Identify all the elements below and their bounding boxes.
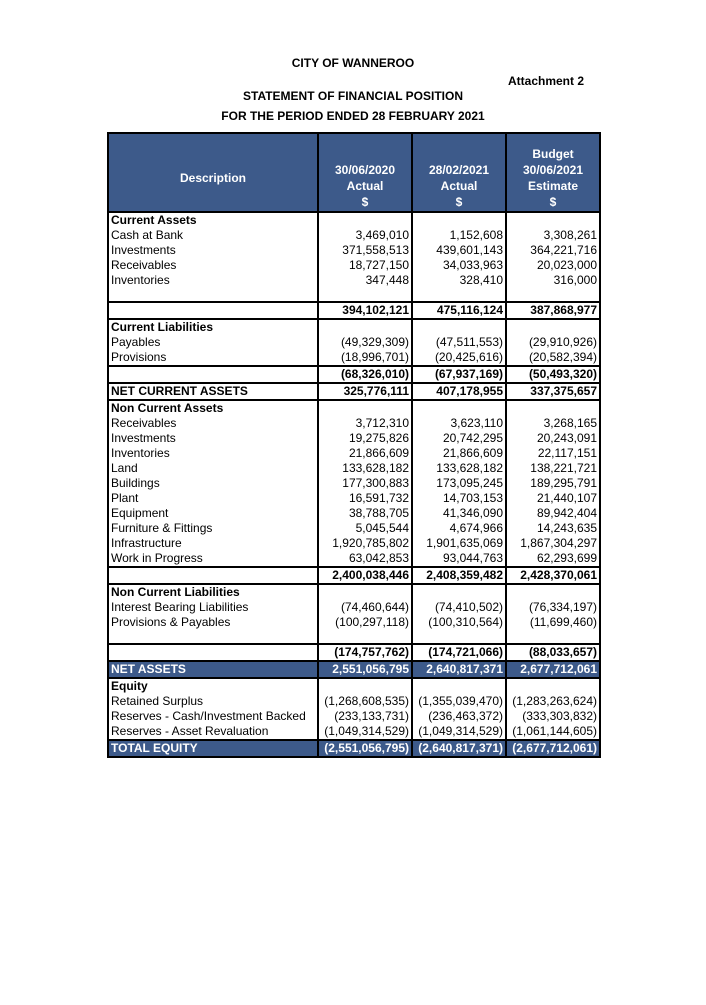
value-actual-2020: (100,297,118) (318, 615, 412, 630)
table-row (108, 694, 600, 709)
value-actual-2020: 5,045,544 (318, 521, 412, 536)
table-row (108, 724, 600, 740)
table-row (108, 273, 600, 288)
header-col3-label: Budget (532, 147, 574, 161)
row-label: Work in Progress (108, 551, 318, 567)
value-actual-2020: 3,469,010 (318, 228, 412, 243)
highlight-total-row (108, 661, 600, 678)
value-actual-2020: 63,042,853 (318, 551, 412, 567)
table-row (108, 446, 600, 461)
section-heading: Equity (108, 678, 318, 694)
section-heading: Current Assets (108, 212, 318, 228)
table-row (108, 476, 600, 491)
value-budget-2021: 3,308,261 (506, 228, 600, 243)
row-label (108, 567, 318, 584)
subtotal-row (108, 567, 600, 584)
section-heading-row (108, 319, 600, 335)
table-row (108, 350, 600, 366)
empty-cell (412, 678, 506, 694)
value-actual-2020: (49,329,309) (318, 335, 412, 350)
header-col2-date: 28/02/2021 (428, 163, 490, 177)
statement-title: STATEMENT OF FINANCIAL POSITION (243, 89, 463, 103)
value-budget-2021: (11,699,460) (506, 615, 600, 630)
value-actual-2021: 173,095,245 (412, 476, 506, 491)
value-actual-2020: 21,866,609 (318, 446, 412, 461)
value-budget-2021: 189,295,791 (506, 476, 600, 491)
empty-cell (412, 319, 506, 335)
value-actual-2020: (68,326,010) (318, 366, 412, 383)
value-budget-2021: 20,023,000 (506, 258, 600, 273)
empty-cell (412, 584, 506, 600)
empty-cell (506, 212, 600, 228)
value-actual-2020: 38,788,705 (318, 506, 412, 521)
value-actual-2021: 4,674,966 (412, 521, 506, 536)
table-row (108, 416, 600, 431)
table-row (108, 506, 600, 521)
subtotal-row (108, 366, 600, 383)
row-label: Payables (108, 335, 318, 350)
row-label: Inventories (108, 446, 318, 461)
value-budget-2021: 21,440,107 (506, 491, 600, 506)
value-actual-2020: (74,460,644) (318, 600, 412, 615)
empty-cell (506, 678, 600, 694)
highlight-total-row (108, 740, 600, 757)
row-label: Reserves - Cash/Investment Backed (108, 709, 318, 724)
value-actual-2021: 41,346,090 (412, 506, 506, 521)
value-actual-2021: 21,866,609 (412, 446, 506, 461)
spacer-cell (108, 630, 318, 644)
row-label: Receivables (108, 416, 318, 431)
value-actual-2020: 2,551,056,795 (318, 661, 412, 678)
header-col2-type: Actual (440, 179, 478, 193)
value-budget-2021: 364,221,716 (506, 243, 600, 258)
empty-cell (412, 400, 506, 416)
value-budget-2021: 2,677,712,061 (506, 661, 600, 678)
header-col2-unit: $ (455, 195, 463, 209)
value-budget-2021: 387,868,977 (506, 302, 600, 319)
value-actual-2021: 2,408,359,482 (412, 567, 506, 584)
value-actual-2021: 1,901,635,069 (412, 536, 506, 551)
value-budget-2021: 138,221,721 (506, 461, 600, 476)
empty-cell (506, 319, 600, 335)
row-label: Buildings (108, 476, 318, 491)
value-actual-2020: (233,133,731) (318, 709, 412, 724)
value-budget-2021: 20,243,091 (506, 431, 600, 446)
table-row (108, 431, 600, 446)
header-col1-unit: $ (361, 195, 369, 209)
value-actual-2020: 133,628,182 (318, 461, 412, 476)
empty-cell (318, 212, 412, 228)
spacer-cell (412, 630, 506, 644)
row-label: Reserves - Asset Revaluation (108, 724, 318, 740)
value-budget-2021: 14,243,635 (506, 521, 600, 536)
spacer-cell (108, 288, 318, 302)
value-budget-2021: (29,910,926) (506, 335, 600, 350)
spacer-row (108, 288, 600, 302)
header-description: Description (108, 133, 318, 212)
value-actual-2020: 19,275,826 (318, 431, 412, 446)
header-col3-type: Estimate (527, 179, 579, 193)
header-col-budget-2021 (506, 133, 600, 212)
header-col3-date: 30/06/2021 (522, 163, 584, 177)
row-label: Receivables (108, 258, 318, 273)
financial-position-table (107, 132, 601, 758)
value-actual-2021: (100,310,564) (412, 615, 506, 630)
empty-cell (318, 584, 412, 600)
value-actual-2020: (174,757,762) (318, 644, 412, 661)
value-actual-2020: (1,268,608,535) (318, 694, 412, 709)
value-budget-2021: 316,000 (506, 273, 600, 288)
section-heading-row (108, 212, 600, 228)
value-actual-2020: (18,996,701) (318, 350, 412, 366)
value-actual-2021: (174,721,066) (412, 644, 506, 661)
row-label: NET CURRENT ASSETS (108, 383, 318, 400)
value-actual-2020: 2,400,038,446 (318, 567, 412, 584)
empty-cell (506, 400, 600, 416)
empty-cell (506, 584, 600, 600)
value-actual-2021: (67,937,169) (412, 366, 506, 383)
subtotal-row (108, 302, 600, 319)
row-label: Land (108, 461, 318, 476)
value-actual-2021: (20,425,616) (412, 350, 506, 366)
table-row (108, 258, 600, 273)
section-heading: Non Current Assets (108, 400, 318, 416)
header-col-actual-2020 (318, 133, 412, 212)
value-actual-2021: (1,355,039,470) (412, 694, 506, 709)
value-actual-2021: 3,623,110 (412, 416, 506, 431)
value-actual-2021: 328,410 (412, 273, 506, 288)
table-row (108, 521, 600, 536)
value-actual-2020: 325,776,111 (318, 383, 412, 400)
section-heading: Non Current Liabilities (108, 584, 318, 600)
table-row (108, 243, 600, 258)
header-col1-date: 30/06/2020 (334, 163, 396, 177)
table-row (108, 461, 600, 476)
value-budget-2021: 2,428,370,061 (506, 567, 600, 584)
value-actual-2021: 475,116,124 (412, 302, 506, 319)
attachment-label: Attachment 2 (507, 74, 584, 88)
row-label (108, 366, 318, 383)
section-heading-row (108, 400, 600, 416)
value-budget-2021: 22,117,151 (506, 446, 600, 461)
value-actual-2021: 2,640,817,371 (412, 661, 506, 678)
spacer-row (108, 630, 600, 644)
spacer-cell (412, 288, 506, 302)
row-label: Cash at Bank (108, 228, 318, 243)
value-budget-2021: 3,268,165 (506, 416, 600, 431)
row-label (108, 302, 318, 319)
empty-cell (318, 319, 412, 335)
spacer-cell (318, 288, 412, 302)
value-actual-2021: (47,511,553) (412, 335, 506, 350)
subtotal-row (108, 383, 600, 400)
value-budget-2021: (88,033,657) (506, 644, 600, 661)
row-label: Interest Bearing Liabilities (108, 600, 318, 615)
value-actual-2021: (74,410,502) (412, 600, 506, 615)
value-actual-2021: (1,049,314,529) (412, 724, 506, 740)
value-actual-2020: 16,591,732 (318, 491, 412, 506)
spacer-cell (506, 288, 600, 302)
value-actual-2020: (1,049,314,529) (318, 724, 412, 740)
row-label: Plant (108, 491, 318, 506)
value-budget-2021: (1,061,144,605) (506, 724, 600, 740)
row-label: Inventories (108, 273, 318, 288)
row-label (108, 644, 318, 661)
table-row (108, 228, 600, 243)
empty-cell (318, 678, 412, 694)
row-label: Provisions & Payables (108, 615, 318, 630)
value-budget-2021: (76,334,197) (506, 600, 600, 615)
header-col1-type: Actual (346, 179, 384, 193)
value-budget-2021: (50,493,320) (506, 366, 600, 383)
value-actual-2021: 14,703,153 (412, 491, 506, 506)
section-heading: Current Liabilities (108, 319, 318, 335)
value-budget-2021: 1,867,304,297 (506, 536, 600, 551)
table-header-row (108, 133, 600, 212)
empty-cell (412, 212, 506, 228)
value-budget-2021: 62,293,699 (506, 551, 600, 567)
row-label: NET ASSETS (108, 661, 318, 678)
value-actual-2020: 371,558,513 (318, 243, 412, 258)
row-label: Investments (108, 431, 318, 446)
table-row (108, 615, 600, 630)
section-heading-row (108, 584, 600, 600)
spacer-cell (318, 630, 412, 644)
value-budget-2021: (333,303,832) (506, 709, 600, 724)
row-label: Furniture & Fittings (108, 521, 318, 536)
value-actual-2021: 1,152,608 (412, 228, 506, 243)
value-actual-2020: 347,448 (318, 273, 412, 288)
organisation-name: CITY OF WANNEROO (291, 56, 415, 70)
subtotal-row (108, 644, 600, 661)
value-actual-2021: 20,742,295 (412, 431, 506, 446)
value-actual-2020: 1,920,785,802 (318, 536, 412, 551)
row-label: Investments (108, 243, 318, 258)
empty-cell (318, 400, 412, 416)
header-col-actual-2021 (412, 133, 506, 212)
spacer-cell (506, 630, 600, 644)
table-row (108, 491, 600, 506)
period-subtitle: FOR THE PERIOD ENDED 28 FEBRUARY 2021 (221, 109, 485, 123)
row-label: TOTAL EQUITY (108, 740, 318, 757)
value-actual-2020: 3,712,310 (318, 416, 412, 431)
value-budget-2021: 89,942,404 (506, 506, 600, 521)
table-row (108, 600, 600, 615)
value-actual-2021: (2,640,817,371) (412, 740, 506, 757)
value-budget-2021: (20,582,394) (506, 350, 600, 366)
table-row (108, 709, 600, 724)
table-row (108, 536, 600, 551)
value-actual-2020: (2,551,056,795) (318, 740, 412, 757)
value-budget-2021: (2,677,712,061) (506, 740, 600, 757)
table-row (108, 335, 600, 350)
header-col3-unit: $ (549, 195, 557, 209)
value-actual-2020: 18,727,150 (318, 258, 412, 273)
row-label: Infrastructure (108, 536, 318, 551)
section-heading-row (108, 678, 600, 694)
value-actual-2020: 177,300,883 (318, 476, 412, 491)
value-actual-2021: 133,628,182 (412, 461, 506, 476)
value-budget-2021: 337,375,657 (506, 383, 600, 400)
value-actual-2021: 34,033,963 (412, 258, 506, 273)
value-actual-2020: 394,102,121 (318, 302, 412, 319)
row-label: Retained Surplus (108, 694, 318, 709)
value-actual-2021: 93,044,763 (412, 551, 506, 567)
row-label: Equipment (108, 506, 318, 521)
value-actual-2021: 439,601,143 (412, 243, 506, 258)
table-row (108, 551, 600, 567)
value-actual-2021: (236,463,372) (412, 709, 506, 724)
row-label: Provisions (108, 350, 318, 366)
value-budget-2021: (1,283,263,624) (506, 694, 600, 709)
value-actual-2021: 407,178,955 (412, 383, 506, 400)
